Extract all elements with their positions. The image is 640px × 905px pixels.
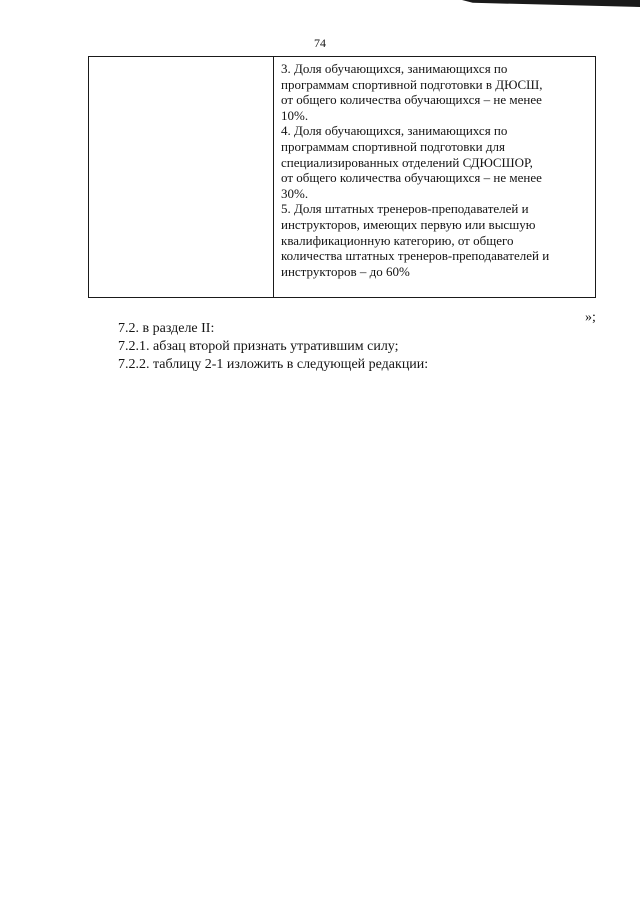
page-number: 74 (314, 36, 326, 50)
text-line: квалификационную категорию, от общего (281, 232, 514, 248)
text-line: от общего количества обучающихся – не менее (281, 170, 542, 186)
text-line: 5. Доля штатных тренеров-преподавателей и (281, 201, 529, 217)
indicator-5 (281, 201, 593, 279)
scan-edge-mark (462, 0, 640, 7)
text-line: специализированных отделений СДЮСШОР, (281, 154, 533, 170)
text-line: 10%. (281, 107, 309, 123)
body-line-paragraph-repeal: 7.2.1. абзац второй признать утратившим силу; (118, 339, 399, 354)
text-line: количества штатных тренеров-преподавателей и (281, 248, 550, 264)
text-line: инструкторов – до 60% (281, 263, 410, 279)
body-line-section-ii: 7.2. в разделе II: (118, 321, 215, 336)
table-right-cell (281, 61, 593, 279)
table-left-cell (89, 57, 273, 297)
text-line: 3. Доля обучающихся, занимающихся по (281, 61, 508, 76)
indicator-4 (281, 123, 593, 201)
text-line: программам спортивной подготовки в ДЮСШ, (281, 76, 543, 92)
text-line: 30%. (281, 185, 309, 201)
text-line: от общего количества обучающихся – не менее (281, 92, 542, 108)
indicator-3 (281, 61, 593, 123)
table-column-divider (273, 57, 274, 297)
text-line: инструкторов, имеющих первую или высшую (281, 216, 536, 232)
closing-quote: »; (585, 310, 596, 325)
body-line-table-revision: 7.2.2. таблицу 2-1 изложить в следующей редакции: (118, 357, 429, 372)
indicator-table (88, 56, 596, 298)
text-line: 4. Доля обучающихся, занимающихся по (281, 123, 508, 139)
text-line: программам спортивной подготовки для (281, 138, 505, 154)
